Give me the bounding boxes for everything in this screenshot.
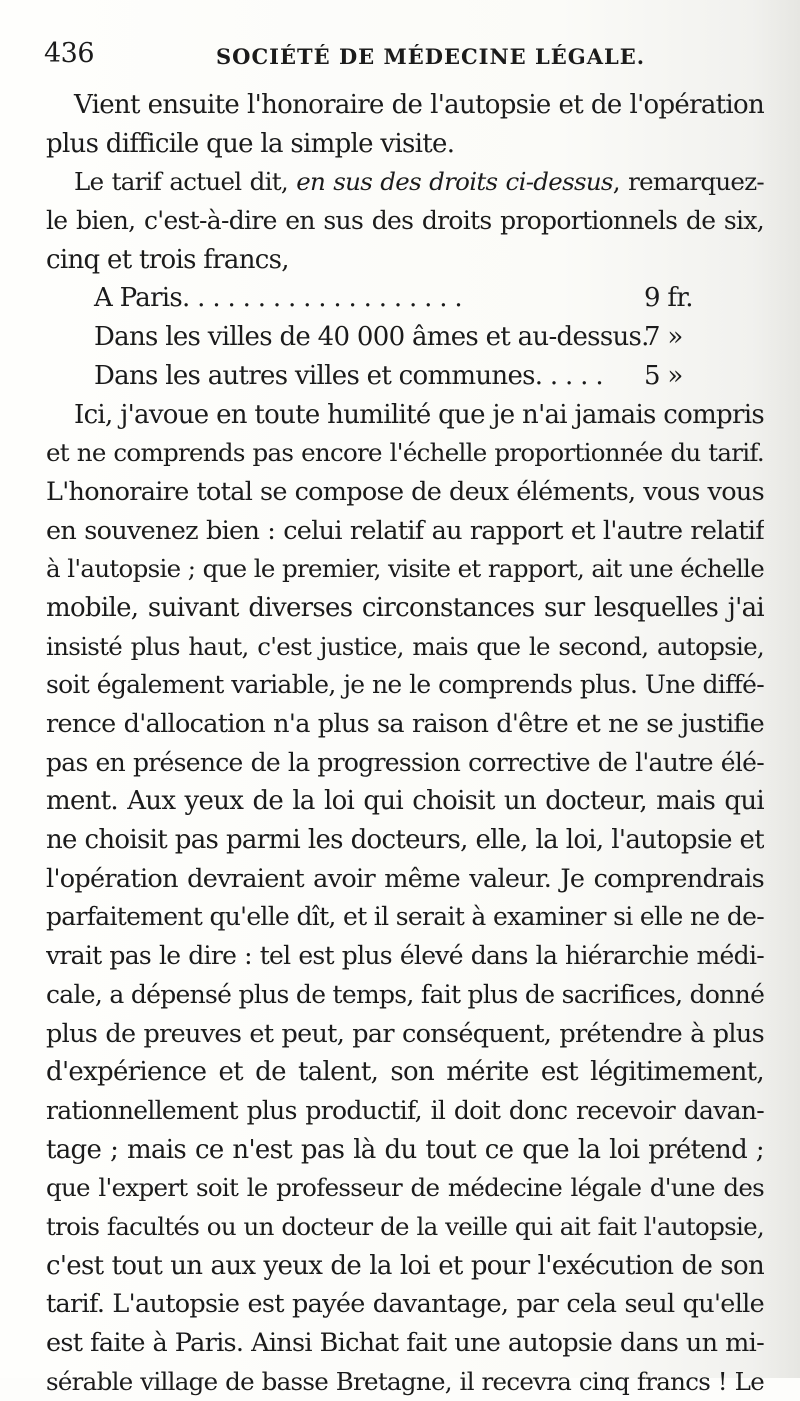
text-line: plus difficile que la simple visite. [46,128,455,159]
text-line: pas en présence de la progression corrective de l'autre élé- [46,747,764,777]
text-line: vrait pas le dire : tel est plus élevé dans la hiérarchie médi- [46,941,764,971]
text-line: l'opération devraient avoir même valeur. Je comprendrais [46,863,764,894]
text-line: insisté plus haut, c'est justice, mais que le second, autopsie, [46,631,764,661]
text-line: ment. Aux yeux de la loi qui choisit un docteur, mais qui [46,786,764,817]
text-line: soit également variable, je ne le comprends plus. Une diffé- [46,670,764,700]
text-line: rence d'allocation n'a plus sa raison d'être et ne se justifie [46,709,764,739]
text-line: à l'autopsie ; que le premier, visite et rapport, ait une échelle [46,554,764,584]
italic-quote: en sus des droits ci-dessus [296,167,613,197]
text-line: L'honoraire total se compose de deux éléments, vous vous [46,476,764,507]
text-line: que l'expert soit le professeur de médecine légale d'une des [46,1173,764,1203]
running-title: SOCIÉTÉ DE MÉDECINE LÉGALE. [216,44,646,69]
tarif-row-communes [46,357,764,396]
text-line: ne choisit pas parmi les docteurs, elle, la loi, l'autopsie et [46,825,764,856]
tarif-row-villes [46,318,764,357]
text-line: est faite à Paris. Ainsi Bichat fait une autopsie dans un mi- [46,1328,764,1358]
text-line [46,163,764,202]
text-line: en souvenez bien : celui relatif au rapport et l'autre relatif [46,515,764,546]
text-line: tarif. L'autopsie est payée davantage, par cela seul qu'elle [46,1289,764,1320]
page-header [44,38,764,78]
text-line: et ne comprends pas encore l'échelle proportionnée du tarif. [46,438,764,468]
tarif-label: Dans les villes de 40 000 âmes et au-dessus. [94,322,649,353]
tarif-value: 9 fr. [644,283,693,314]
tarif-value: 5 » [644,360,683,391]
tarif-value: 7 » [644,322,683,353]
text-line: c'est tout un aux yeux de la loi et pour l'exécution de son [46,1250,764,1281]
text-line: Vient ensuite l'honoraire de l'autopsie et de l'opération [74,90,764,120]
text-line: trois facultés ou un docteur de la veille qui ait fait l'autopsie, [46,1211,764,1241]
tarif-label: Dans les autres villes et communes. . . . . [94,360,603,391]
text-line: le bien, c'est-à-dire en sus des droits proportionnels de six, [46,206,764,236]
text-line: tage ; mais ce n'est pas là du tout ce que la loi prétend ; [46,1134,764,1165]
text-line: mobile, suivant diverses circonstances sur lesquelles j'ai [46,592,764,623]
tarif-label: A Paris. . . . . . . . . . . . . . . . . . . [94,283,462,314]
text-line: d'expérience et de talent, son mérite est légitimement, [46,1057,764,1088]
page-number: 436 [44,38,95,69]
text-line: parfaitement qu'elle dît, et il serait à examiner si elle ne de- [46,902,764,932]
text-line: sérable village de basse Bretagne, il recevra cinq francs ! Le [46,1366,764,1396]
text-line: cale, a dépensé plus de temps, fait plus de sacrifices, donné [46,979,764,1009]
text-line: rationnellement plus productif, il doit donc recevoir davan- [46,1095,764,1125]
tarif-row-paris [46,279,764,318]
text-line-content: Le tarif actuel dit, en sus des droits ci-dessus, remarquez- [74,167,764,197]
body-text [46,86,764,1401]
text-line: plus de preuves et peut, par conséquent, prétendre à plus [46,1018,764,1049]
text-line: cinq et trois francs, [46,244,289,275]
text-line: Ici, j'avoue en toute humilité que je n'ai jamais compris [74,399,764,430]
